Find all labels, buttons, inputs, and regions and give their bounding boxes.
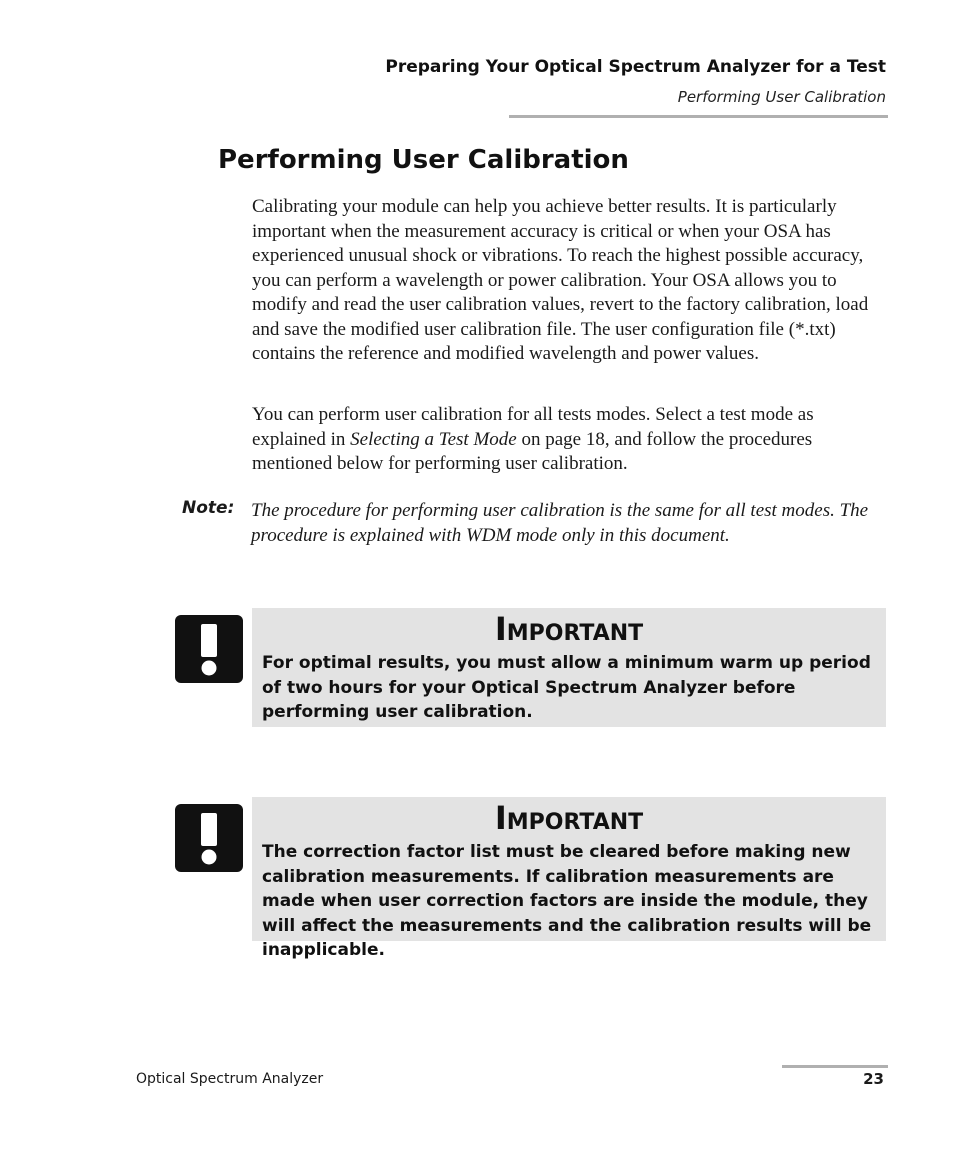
footer-product-name: Optical Spectrum Analyzer: [136, 1071, 324, 1087]
exclamation-icon: [175, 804, 243, 872]
section-title: Performing User Calibration: [218, 145, 629, 175]
important-text: For optimal results, you must allow a minimum warm up period of two hours for your Optical Spectrum Analyzer before performing user calibration.: [262, 653, 871, 722]
important-text: The correction factor list must be cleared before making new calibration measurements. If calibration measurements are made when user correction factors are inside the module, they will affect the measurements and the calibration results will be inapplicable.: [262, 842, 872, 960]
running-header-title: Preparing Your Optical Spectrum Analyzer for a Test: [385, 57, 886, 77]
footer-rule: [782, 1065, 888, 1068]
paragraph-test-modes: [252, 403, 888, 477]
note-text: The procedure for performing user calibration is the same for all test modes. The procedure is explained with WDM mode only in this document.: [251, 500, 869, 546]
page-number: 23: [863, 1070, 884, 1088]
paragraph-intro: Calibrating your module can help you achieve better results. It is particularly important when the measurement accuracy is critical or when your OSA has experienced unusual shock or vibrations. To reach the highest possible accuracy, you can perform a wavelength or power calibration. Your OSA allows you to modify and read the user calibration values, revert to the factory calibration, load and save the modified user calibration file. The user configuration file (*.txt) contains the reference and modified wavelength and power values.: [252, 196, 869, 364]
running-header-subtitle: Performing User Calibration: [677, 88, 886, 106]
paragraph-text: You can perform user calibration for all tests modes. Select a test mode as explained in: [252, 404, 814, 450]
exclamation-icon: [175, 615, 243, 683]
cross-reference-link[interactable]: Selecting a Test Mode: [350, 428, 517, 450]
note-label: Note:: [182, 498, 235, 518]
important-heading: Important: [494, 799, 644, 837]
important-callout: [252, 797, 886, 960]
header-rule: [509, 115, 888, 118]
important-heading: Important: [494, 610, 644, 648]
important-callout: [252, 608, 886, 727]
paragraph-text: on page 18, and follow the procedures mentioned below for performing user calibration.: [252, 428, 813, 474]
